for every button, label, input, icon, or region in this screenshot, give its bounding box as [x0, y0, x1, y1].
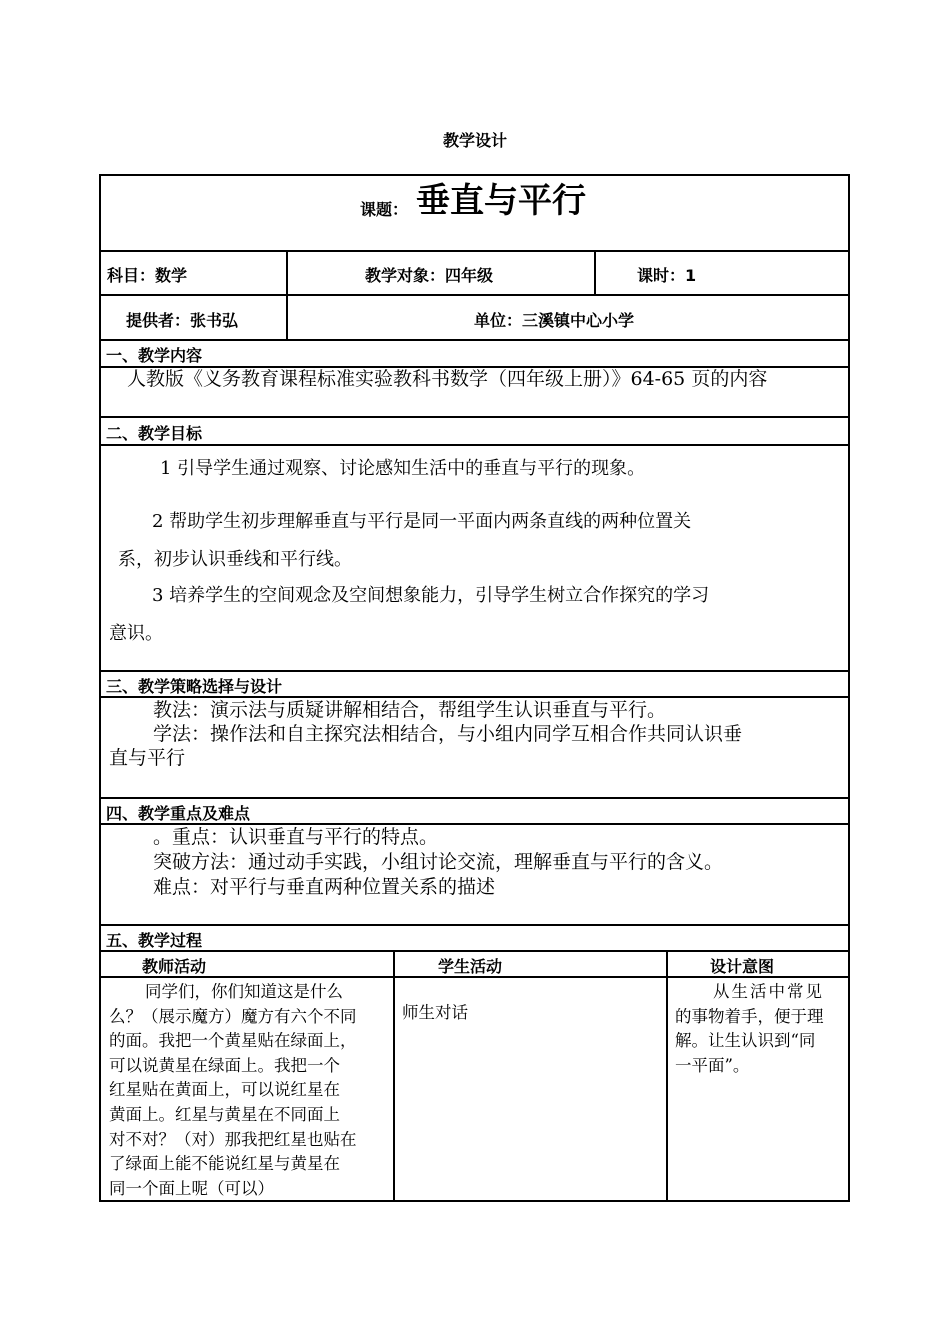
teacher-activity-line: 了绿面上能不能说红星与黄星在 [109, 1154, 340, 1174]
strategy-line: 学法：操作法和自主探究法相结合，与小组内同学互相合作共同认识垂 [153, 723, 743, 745]
goal-line: 2 帮助学生初步理解垂直与平行是同一平面内两条直线的两种位置关 [152, 511, 692, 532]
focus-line: 突破方法：通过动手实践，小组讨论交流，理解垂直与平行的含义。 [153, 851, 724, 873]
design-intent-line: 解。让生认识到“同 [675, 1031, 816, 1051]
strategy-line: 教法：演示法与质疑讲解相结合，帮组学生认识垂直与平行。 [153, 699, 667, 721]
column-header-teacher: 教师活动 [142, 957, 207, 976]
row-divider [99, 416, 850, 418]
section-heading-content: 一、教学内容 [106, 346, 203, 365]
goal-line: 系，初步认识垂线和平行线。 [118, 549, 352, 570]
teacher-activity-line: 对不对？（对）那我把红星也贴在 [109, 1129, 357, 1149]
document-title: 教学设计 [442, 131, 507, 150]
column-header-intent: 设计意图 [710, 957, 775, 976]
row-divider [99, 670, 850, 672]
section-heading-process: 五、教学过程 [106, 931, 203, 950]
row-divider [99, 250, 850, 252]
focus-line: 。重点：认识垂直与平行的特点。 [153, 826, 439, 848]
row-divider [99, 797, 850, 799]
teacher-activity-line: 同一个面上呢（可以） [109, 1178, 274, 1198]
focus-line: 难点：对平行与垂直两种位置关系的描述 [153, 876, 496, 898]
content-text: 人教版《义务教育课程标准实验教科书数学（四年级上册）》64-65 页的内容 [127, 368, 768, 390]
teacher-activity-line: 黄面上。红星与黄星在不同面上 [109, 1105, 340, 1124]
audience-field: 教学对象：四年级 [365, 266, 494, 285]
goal-line: 1 引导学生通过观察、讨论感知生活中的垂直与平行的现象。 [160, 458, 646, 479]
topic-label: 课题： [360, 200, 409, 219]
design-intent-line: 的事物着手，便于理 [675, 1006, 824, 1026]
section-heading-goals: 二、教学目标 [106, 424, 203, 443]
row-divider [99, 924, 850, 926]
column-divider [666, 950, 668, 1202]
goal-line: 3 培养学生的空间观念及空间想象能力，引导学生树立合作探究的学习 [152, 585, 710, 606]
topic-title: 垂直与平行 [416, 181, 586, 221]
design-intent-line: 从生活中常见 [713, 982, 824, 1001]
column-divider [594, 250, 596, 295]
strategy-line: 直与平行 [109, 747, 186, 769]
column-divider [286, 250, 288, 295]
teacher-activity-line: 么？（展示魔方）魔方有六个不同 [109, 1006, 357, 1026]
teacher-activity-line: 同学们，你们知道这是什么 [145, 982, 343, 1001]
row-divider [99, 444, 850, 446]
column-header-student: 学生活动 [438, 957, 503, 976]
column-divider [286, 294, 288, 340]
subject-field: 科目：数学 [107, 266, 188, 285]
column-divider [393, 950, 395, 1202]
section-heading-focus: 四、教学重点及难点 [106, 804, 251, 823]
periods-field: 课时：1 [637, 266, 697, 285]
row-divider [99, 339, 850, 341]
teacher-activity-line: 的面。我把一个黄星贴在绿面上， [109, 1031, 357, 1051]
section-heading-strategy: 三、教学策略选择与设计 [106, 677, 283, 696]
student-activity-text: 师生对话 [402, 1003, 468, 1022]
teacher-activity-line: 可以说黄星在绿面上。我把一个 [109, 1055, 340, 1075]
unit-field: 单位：三溪镇中心小学 [474, 311, 635, 330]
provider-field: 提供者：张书弘 [126, 311, 239, 330]
teacher-activity-line: 红星贴在黄面上，可以说红星在 [109, 1080, 340, 1100]
design-intent-line: 一平面”。 [675, 1055, 750, 1075]
goal-line: 意识。 [109, 623, 163, 644]
row-divider [99, 294, 850, 296]
row-divider [99, 950, 850, 952]
